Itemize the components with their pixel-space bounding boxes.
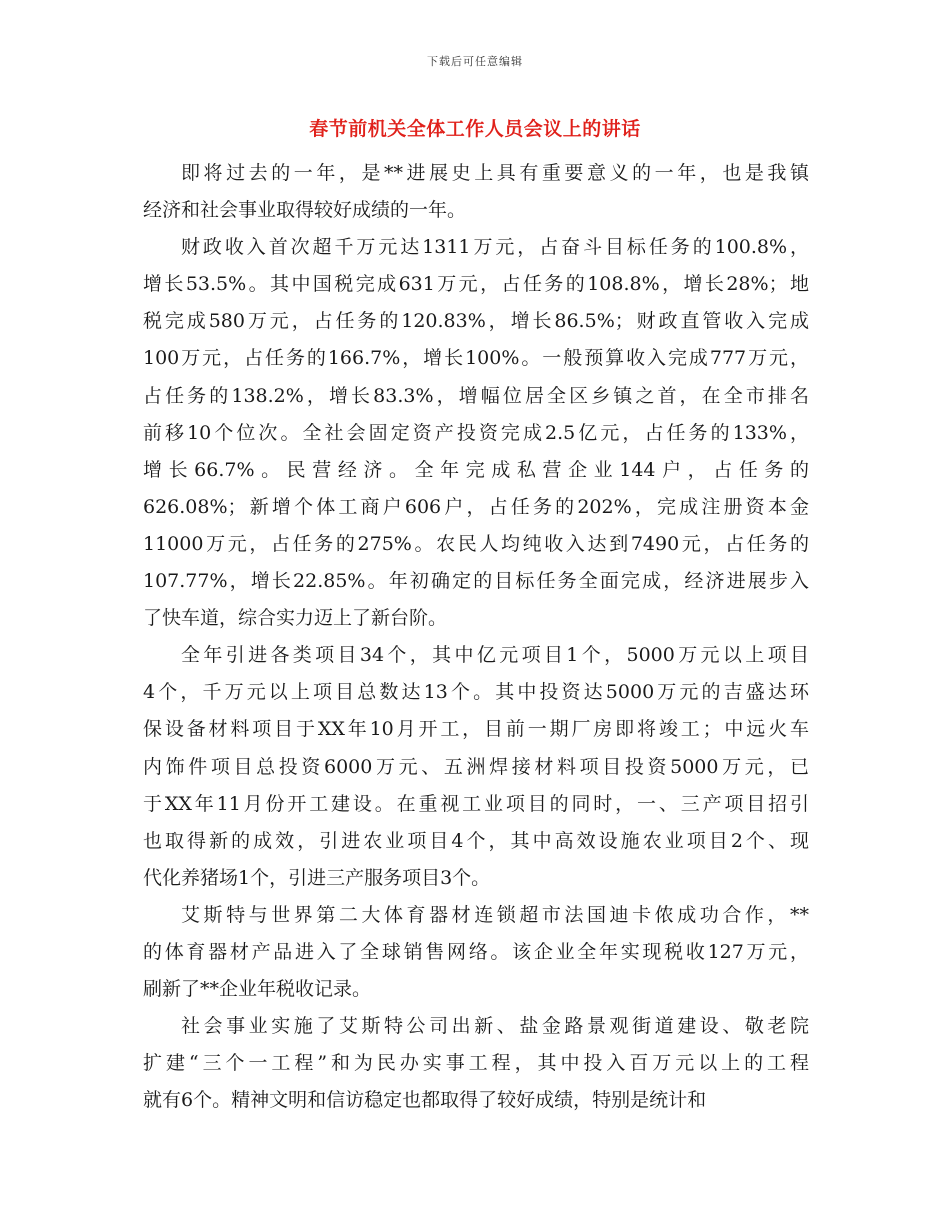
paragraph-line: 占任务的138.2%，增长83.3%，增幅位居全区乡镇之首，在全市排名	[143, 384, 809, 407]
paragraph-line: 社会事业实施了艾斯特公司出新、盐金路景观街道建设、敬老院	[181, 1015, 809, 1038]
document-title: 春节前机关全体工作人员会议上的讲话	[309, 118, 641, 140]
paragraph-line: 增长66.7%。民营经济。全年完成私营企业144户，占任务的	[143, 458, 809, 481]
page-header-note: 下载后可任意编辑	[427, 55, 523, 68]
paragraph-line: 的体育器材产品进入了全球销售网络。该企业全年实现税收127万元，	[143, 940, 809, 963]
paragraph-line: 税完成580万元，占任务的120.83%，增长86.5%；财政直管收入完成	[143, 310, 809, 333]
paragraph-line: 4个，千万元以上项目总数达13个。其中投资达5000万元的吉盛达环	[143, 681, 809, 704]
paragraph	[143, 1008, 809, 1119]
paragraph	[143, 155, 809, 229]
paragraph-line: 也取得新的成效，引进农业项目4个，其中高效设施农业项目2个、现	[143, 829, 809, 852]
paragraph-line: 于XX年11月份开工建设。在重视工业项目的同时，一、三产项目招引	[143, 792, 809, 815]
paragraph-line: 就有6个。精神文明和信访稳定也都取得了较好成绩，特别是统计和	[143, 1089, 707, 1112]
paragraph	[143, 229, 809, 637]
paragraph-line: 全年引进各类项目34个，其中亿元项目1个，5000万元以上项目	[181, 644, 809, 667]
paragraph-line: 增长53.5%。其中国税完成631万元，占任务的108.8%，增长28%；地	[143, 273, 809, 296]
paragraph-line: 前移10个位次。全社会固定资产投资完成2.5亿元，占任务的133%，	[143, 421, 809, 444]
paragraph-line: 财政收入首次超千万元达1311万元，占奋斗目标任务的100.8%，	[181, 236, 809, 259]
paragraph	[143, 897, 809, 1008]
paragraph	[143, 637, 809, 897]
paragraph-line: 经济和社会事业取得较好成绩的一年。	[143, 199, 467, 222]
paragraph-line: 代化养猪场1个，引进三产服务项目3个。	[143, 866, 491, 889]
document-body	[143, 155, 809, 1119]
paragraph-line: 626.08%；新增个体工商户606户，占任务的202%，完成注册资本金	[143, 495, 809, 518]
paragraph-line: 107.77%，增长22.85%。年初确定的目标任务全面完成，经济进展步入	[143, 570, 809, 593]
paragraph-line: 内饰件项目总投资6000万元、五洲焊接材料项目投资5000万元，已	[143, 755, 809, 778]
paragraph-line: 扩建“三个一工程”和为民办实事工程，其中投入百万元以上的工程	[143, 1052, 809, 1075]
paragraph-line: 100万元，占任务的166.7%，增长100%。一般预算收入完成777万元，	[143, 347, 809, 370]
paragraph-line: 保设备材料项目于XX年10月开工，目前一期厂房即将竣工；中远火车	[143, 718, 809, 741]
paragraph-line: 即将过去的一年，是**进展史上具有重要意义的一年，也是我镇	[181, 162, 809, 184]
paragraph-line: 11000万元，占任务的275%。农民人均纯收入达到7490元，占任务的	[143, 532, 809, 555]
paragraph-line: 刷新了**企业年税收记录。	[143, 978, 372, 1001]
paragraph-line: 艾斯特与世界第二大体育器材连锁超市法国迪卡侬成功合作，**	[181, 903, 809, 926]
paragraph-line: 了快车道，综合实力迈上了新台阶。	[143, 607, 448, 630]
